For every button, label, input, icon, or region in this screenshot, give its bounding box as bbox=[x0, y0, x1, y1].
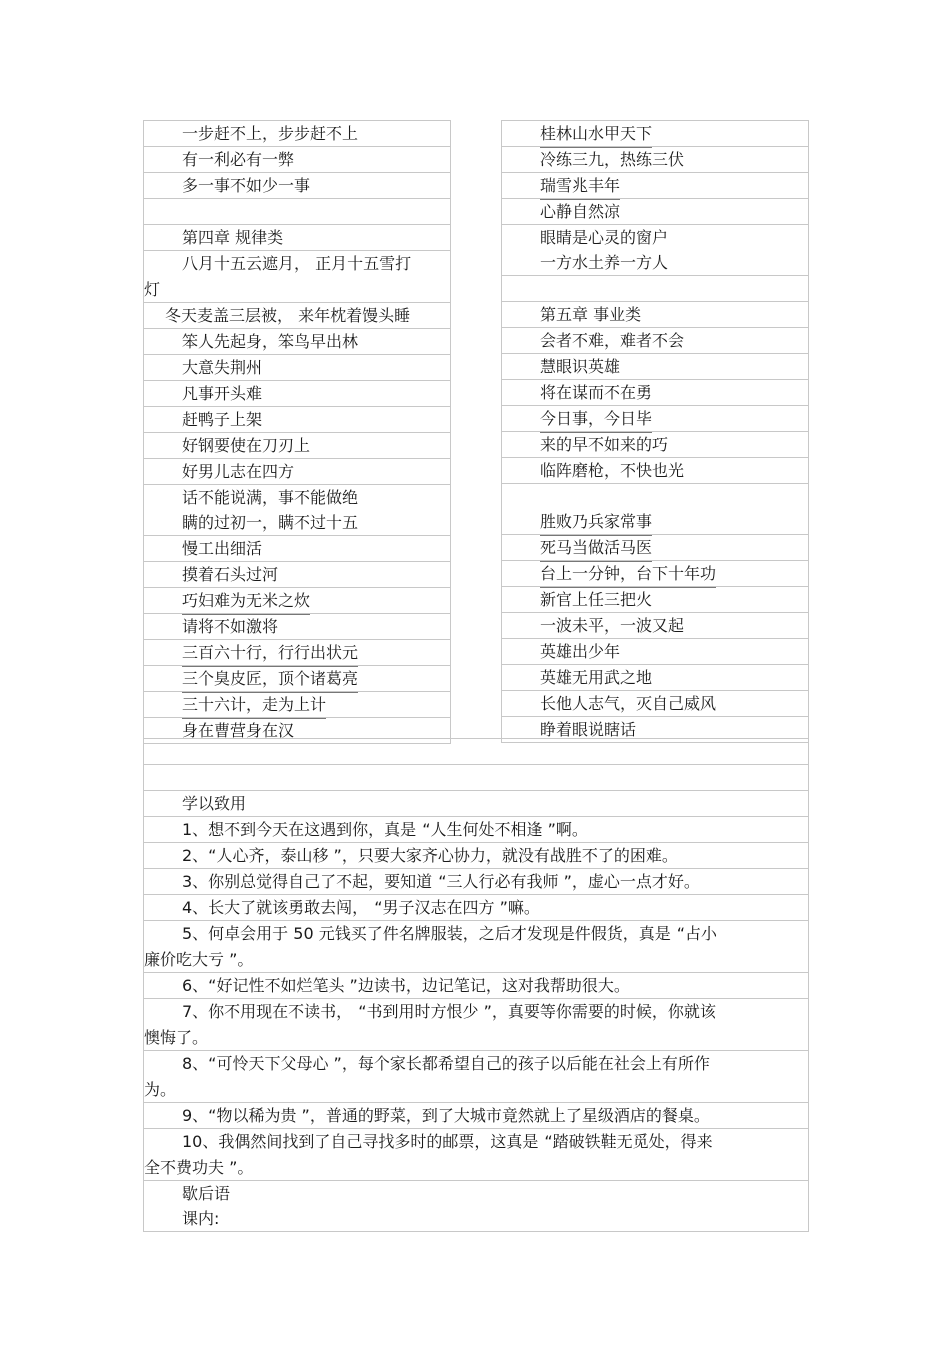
footer-heading: 歇后语 bbox=[182, 1184, 231, 1203]
left-proverb-column bbox=[143, 120, 451, 744]
list-item: 冷练三九，热练三伏 bbox=[502, 147, 808, 173]
list-item: 英雄无用武之地 bbox=[502, 665, 808, 691]
list-item: 身在曹营身在汉 bbox=[144, 718, 450, 744]
list-item: 死马当做活马医 bbox=[502, 535, 808, 561]
list-item: 慧眼识英雄 bbox=[502, 354, 808, 380]
list-item: 将在谋而不在勇 bbox=[502, 380, 808, 406]
list-item: 三百六十行，行行出状元 bbox=[144, 640, 450, 666]
list-item bbox=[502, 484, 808, 509]
list-item: 临阵磨枪，不快也光 bbox=[502, 458, 808, 484]
blank-row bbox=[144, 765, 808, 791]
list-item: 好男儿志在四方 bbox=[144, 459, 450, 485]
list-item: 来的早不如来的巧 bbox=[502, 432, 808, 458]
list-item: 大意失荆州 bbox=[144, 355, 450, 381]
list-item: 一方水土养一方人 bbox=[502, 250, 808, 276]
chapter-heading: 第五章 事业类 bbox=[502, 302, 808, 328]
list-item: 睁着眼说瞎话 bbox=[502, 717, 808, 743]
list-item: 长他人志气，灭自己威风 bbox=[502, 691, 808, 717]
list-item: 瑞雪兆丰年 bbox=[502, 173, 808, 199]
list-item: 凡事开头难 bbox=[144, 381, 450, 407]
list-item: 摸着石头过河 bbox=[144, 562, 450, 588]
list-item: 桂林山水甲天下 bbox=[502, 121, 808, 147]
exercise-section bbox=[143, 738, 809, 1232]
list-item: 新官上任三把火 bbox=[502, 587, 808, 613]
exercise-item: 8、“可怜天下父母心 ”，每个家长都希望自己的孩子以后能在社会上有所作 为。 bbox=[144, 1051, 808, 1103]
list-item: 请将不如激将 bbox=[144, 614, 450, 640]
list-item: 三十六计，走为上计 bbox=[144, 692, 450, 718]
list-item: 今日事，今日毕 bbox=[502, 406, 808, 432]
list-item: 英雄出少年 bbox=[502, 639, 808, 665]
exercise-item: 1、想不到今天在这遇到你，真是 “人生何处不相逢 ”啊。 bbox=[144, 817, 808, 843]
exercise-item: 5、何卓会用于 50 元钱买了件名牌服装，之后才发现是件假货，真是 “占小 廉价吃大亏 ”。 bbox=[144, 921, 808, 973]
list-item: 赶鸭子上架 bbox=[144, 407, 450, 433]
list-item: 冬天麦盖三层被， 来年枕着馒头睡 bbox=[144, 303, 450, 329]
list-item bbox=[502, 276, 808, 302]
section-title: 学以致用 bbox=[144, 791, 808, 817]
chapter-heading: 第四章 规律类 bbox=[144, 225, 450, 251]
blank-row bbox=[144, 739, 808, 765]
list-item: 会者不难，难者不会 bbox=[502, 328, 808, 354]
list-item: 巧妇难为无米之炊 bbox=[144, 588, 450, 614]
list-item: 一步赶不上，步步赶不上 bbox=[144, 121, 450, 147]
list-item: 一波未平，一波又起 bbox=[502, 613, 808, 639]
list-item: 眼睛是心灵的窗户 bbox=[540, 228, 669, 247]
list-item: 八月十五云遮月， 正月十五雪打 灯 bbox=[144, 251, 450, 303]
exercise-item: 6、“好记性不如烂笔头 ”边读书，边记笔记，这对我帮助很大。 bbox=[144, 973, 808, 999]
right-proverb-column bbox=[501, 120, 809, 743]
exercise-item: 9、“物以稀为贵 ”，普通的野菜，到了大城市竟然就上了星级酒店的餐桌。 bbox=[144, 1103, 808, 1129]
list-item bbox=[144, 199, 450, 225]
exercise-item: 4、长大了就该勇敢去闯， “男子汉志在四方 ”嘛。 bbox=[144, 895, 808, 921]
list-item: 话不能说满，事不能做绝 bbox=[182, 488, 359, 507]
exercise-item: 10、我偶然间找到了自己寻找多时的邮票，这真是 “踏破铁鞋无觅处，得来 全不费功夫 ”。 bbox=[144, 1129, 808, 1181]
list-item: 好钢要使在刀刃上 bbox=[144, 433, 450, 459]
list-item: 瞒的过初一，瞒不过十五 bbox=[144, 510, 450, 536]
exercise-item: 7、你不用现在不读书， “书到用时方恨少 ”，真要等你需要的时候，你就该 懊悔了。 bbox=[144, 999, 808, 1051]
list-item: 三个臭皮匠，顶个诸葛亮 bbox=[144, 666, 450, 692]
exercise-item: 3、你别总觉得自己了不起，要知道 “三人行必有我师 ”，虚心一点才好。 bbox=[144, 869, 808, 895]
list-item: 多一事不如少一事 bbox=[144, 173, 450, 199]
exercise-item: 2、“人心齐，泰山移 ”，只要大家齐心协力，就没有战胜不了的困难。 bbox=[144, 843, 808, 869]
list-item: 笨人先起身，笨鸟早出林 bbox=[144, 329, 450, 355]
list-item: 胜败乃兵家常事 bbox=[502, 509, 808, 535]
list-item: 有一利必有一弊 bbox=[144, 147, 450, 173]
list-item: 心静自然凉 bbox=[502, 199, 808, 225]
list-item: 慢工出细活 bbox=[144, 536, 450, 562]
footer-subheading: 课内: bbox=[144, 1206, 808, 1232]
list-item: 台上一分钟，台下十年功 bbox=[502, 561, 808, 587]
